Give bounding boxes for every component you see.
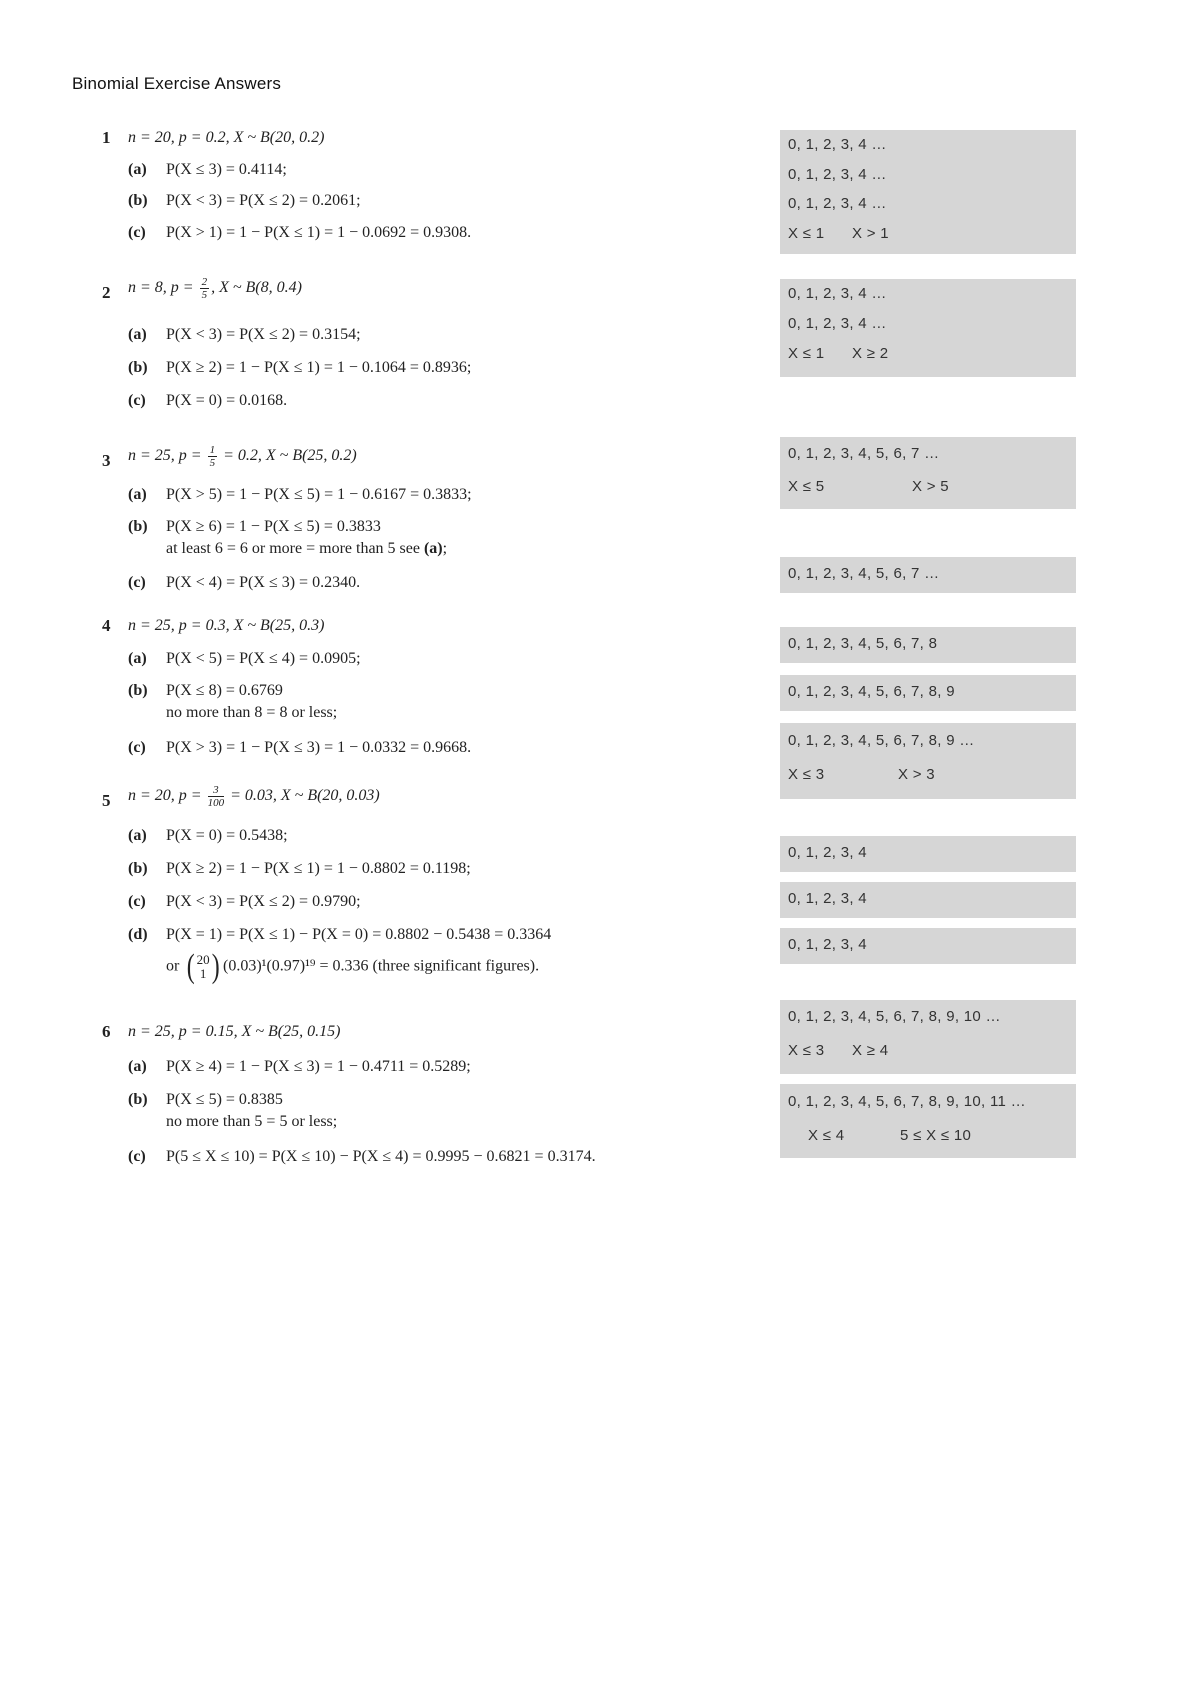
question-number: 4 [102, 616, 111, 635]
working-box-2 [780, 279, 1076, 377]
part-text: P(X < 3) = P(X ≤ 2) = 0.2061; [166, 192, 361, 209]
question-number: 6 [102, 1022, 111, 1041]
number-line: 0, 1, 2, 3, 4, 5, 6, 7, 8, 9, 10, 11 … [788, 1093, 1026, 1110]
part-b-note [128, 540, 447, 558]
part-label: (a) [128, 1058, 147, 1075]
question-number: 5 [102, 791, 111, 810]
part-label: (b) [128, 1091, 148, 1108]
working-box-11 [780, 1000, 1076, 1074]
fraction-numerator: 2 [201, 276, 208, 288]
inequality-label: X ≤ 3 [788, 766, 825, 783]
number-line: 0, 1, 2, 3, 4, 5, 6, 7 … [788, 445, 940, 462]
part-label: (a) [128, 326, 147, 343]
question-header [128, 784, 380, 809]
number-line: 0, 1, 2, 3, 4 … [788, 315, 887, 332]
number-line: 0, 1, 2, 3, 4, 5, 6, 7, 8, 9 … [788, 732, 975, 749]
note-text: at least 6 = 6 or more = more than 5 see [166, 540, 424, 557]
part-b [128, 359, 471, 377]
inequality-label: X > 3 [898, 766, 935, 783]
part-a [128, 1058, 471, 1076]
part-label: (a) [128, 650, 147, 667]
working-box-8 [780, 836, 1076, 872]
part-a [128, 161, 287, 179]
number-line: 0, 1, 2, 3, 4 [788, 936, 867, 953]
inequality-label: X ≤ 5 [788, 478, 825, 495]
inequality-label: X > 1 [852, 225, 889, 242]
part-a [128, 326, 361, 344]
part-text: P(X ≤ 5) = 0.8385 [166, 1091, 283, 1108]
part-text: P(X ≤ 3) = 0.4114; [166, 161, 287, 178]
question-header: n = 20, p = 0.2, X ~ B(20, 0.2) [128, 129, 325, 146]
part-d-alt [128, 948, 540, 985]
part-b [128, 518, 381, 536]
fraction-numerator: 1 [209, 444, 216, 456]
part-c [128, 392, 287, 410]
note-text: (0.03)¹(0.97)¹⁹ = 0.336 (three significant figures). [222, 957, 540, 975]
header-text: n = 20, p = [128, 787, 202, 805]
part-label: (b) [128, 359, 148, 376]
part-text: P(X < 5) = P(X ≤ 4) = 0.0905; [166, 650, 361, 667]
part-c [128, 574, 360, 592]
part-label: (a) [128, 827, 147, 844]
part-text: P(X ≥ 2) = 1 − P(X ≤ 1) = 1 − 0.8802 = 0.1198; [166, 860, 471, 877]
inequality-label: X ≤ 4 [808, 1127, 845, 1144]
fraction-numerator: 3 [208, 784, 225, 797]
part-text: P(5 ≤ X ≤ 10) = P(X ≤ 10) − P(X ≤ 4) = 0.9995 − 0.6821 = 0.3174. [166, 1148, 596, 1165]
working-box-4 [780, 557, 1076, 593]
part-text: P(X < 3) = P(X ≤ 2) = 0.9790; [166, 893, 361, 910]
part-text: P(X ≥ 2) = 1 − P(X ≤ 1) = 1 − 0.1064 = 0.8936; [166, 359, 472, 376]
inequality-label: X ≤ 3 [788, 1042, 825, 1059]
binomial-coefficient: ( 20 1 ) [187, 948, 220, 985]
working-box-7 [780, 723, 1076, 799]
part-label: (c) [128, 739, 146, 756]
part-text: P(X ≥ 4) = 1 − P(X ≤ 3) = 1 − 0.4711 = 0.5289; [166, 1058, 471, 1075]
part-label: (c) [128, 224, 146, 241]
part-b-note: no more than 8 = 8 or less; [166, 704, 338, 721]
part-text: P(X < 3) = P(X ≤ 2) = 0.3154; [166, 326, 361, 343]
part-text: P(X = 0) = 0.0168. [166, 392, 288, 409]
header-text: n = 25, p = [128, 447, 202, 465]
number-line: 0, 1, 2, 3, 4, 5, 6, 7, 8 [788, 635, 938, 652]
fraction-denominator: 5 [209, 457, 216, 469]
working-box-9 [780, 882, 1076, 918]
part-label: (b) [128, 192, 148, 209]
header-text: = 0.2, X ~ B(25, 0.2) [223, 447, 357, 465]
number-line: 0, 1, 2, 3, 4 … [788, 285, 887, 302]
number-line: 0, 1, 2, 3, 4 … [788, 136, 887, 153]
number-line: 0, 1, 2, 3, 4, 5, 6, 7 … [788, 565, 940, 582]
part-c [128, 739, 471, 757]
part-label: (c) [128, 893, 146, 910]
part-label: (b) [128, 682, 148, 699]
binom-top: 20 [196, 952, 210, 967]
part-text: P(X < 4) = P(X ≤ 3) = 0.2340. [166, 574, 361, 591]
working-box-5 [780, 627, 1076, 663]
question-header: n = 25, p = 0.15, X ~ B(25, 0.15) [128, 1023, 341, 1040]
inequality-label: X ≤ 1 [788, 345, 825, 362]
part-b [128, 860, 471, 878]
question-number: 3 [102, 451, 111, 470]
number-line: 0, 1, 2, 3, 4, 5, 6, 7, 8, 9, 10 … [788, 1008, 1001, 1025]
part-label: (c) [128, 392, 146, 409]
fraction [208, 784, 225, 809]
page-title: Binomial Exercise Answers [72, 74, 282, 93]
question-header: n = 25, p = 0.3, X ~ B(25, 0.3) [128, 617, 325, 634]
part-label: (d) [128, 926, 148, 943]
inequality-label: X ≥ 4 [852, 1042, 889, 1059]
header-text: = 0.03, X ~ B(20, 0.03) [230, 787, 380, 805]
question-header [128, 276, 302, 301]
part-label: (b) [128, 518, 148, 535]
part-c [128, 893, 361, 911]
binom-bottom: 1 [199, 966, 207, 981]
part-b [128, 1091, 283, 1109]
part-text: P(X > 1) = 1 − P(X ≤ 1) = 1 − 0.0692 = 0.9308. [166, 224, 472, 241]
part-text: P(X > 5) = 1 − P(X ≤ 5) = 1 − 0.6167 = 0.3833; [166, 486, 472, 503]
inequality-label: X > 5 [912, 478, 949, 495]
part-a [128, 650, 361, 668]
working-box-10 [780, 928, 1076, 964]
fraction-denominator: 100 [207, 797, 225, 809]
fraction-denominator: 5 [201, 289, 208, 301]
header-text: , X ~ B(8, 0.4) [211, 279, 302, 297]
part-text: P(X = 1) = P(X ≤ 1) − P(X = 0) = 0.8802 − 0.5438 = 0.3364 [166, 926, 552, 943]
number-line: 0, 1, 2, 3, 4 [788, 844, 867, 861]
part-label: (c) [128, 1148, 146, 1165]
part-a [128, 827, 288, 845]
note-text: or [166, 957, 180, 975]
part-label: (c) [128, 574, 146, 591]
part-c [128, 1148, 596, 1166]
part-label: (b) [128, 860, 148, 877]
note-ref: (a) [423, 540, 443, 557]
working-box-6 [780, 675, 1076, 711]
part-text: P(X ≤ 8) = 0.6769 [166, 682, 283, 699]
question-number: 1 [102, 128, 111, 147]
part-text: P(X > 3) = 1 − P(X ≤ 3) = 1 − 0.0332 = 0.9668. [166, 739, 472, 756]
part-a [128, 486, 472, 504]
fraction [208, 444, 218, 469]
question-number: 2 [102, 283, 111, 302]
part-c [128, 224, 471, 242]
part-b [128, 682, 283, 700]
note-text: ; [442, 540, 448, 557]
number-line: 0, 1, 2, 3, 4 … [788, 166, 887, 183]
part-label: (a) [128, 161, 147, 178]
working-box-12 [780, 1084, 1076, 1158]
number-line: 0, 1, 2, 3, 4 [788, 890, 867, 907]
part-label: (a) [128, 486, 147, 503]
question-header [128, 444, 357, 469]
part-text: P(X ≥ 6) = 1 − P(X ≤ 5) = 0.3833 [166, 518, 381, 535]
number-line: 0, 1, 2, 3, 4, 5, 6, 7, 8, 9 [788, 683, 955, 700]
inequality-label: X ≥ 2 [852, 345, 889, 362]
working-box-1 [780, 130, 1076, 254]
working-box-3 [780, 437, 1076, 509]
inequality-label: X ≤ 1 [788, 225, 825, 242]
part-text: P(X = 0) = 0.5438; [166, 827, 288, 844]
part-b [128, 192, 361, 210]
inequality-label: 5 ≤ X ≤ 10 [900, 1127, 972, 1144]
fraction [200, 276, 210, 301]
part-b-note: no more than 5 = 5 or less; [166, 1113, 338, 1130]
header-text: n = 8, p = [128, 279, 194, 297]
number-line: 0, 1, 2, 3, 4 … [788, 195, 887, 212]
part-d [128, 926, 551, 944]
